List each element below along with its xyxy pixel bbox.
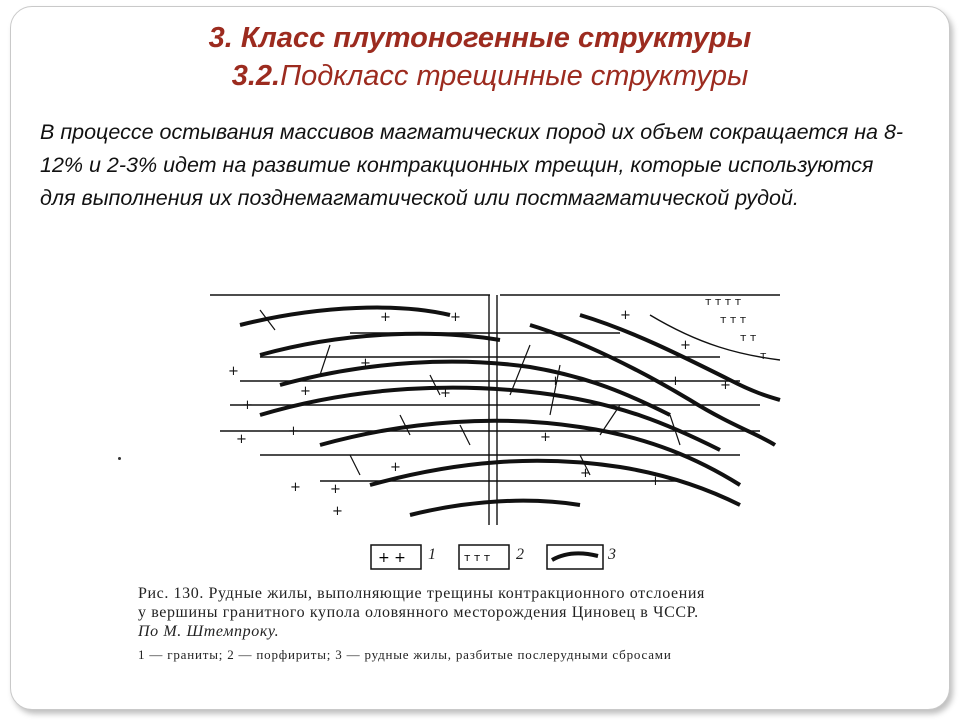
slide-title: 3. Класс плутоногенные структуры [208, 22, 752, 54]
caption-line-1: Рис. 130. Рудные жилы, выполняющие трещины контракционного отслоения [138, 585, 705, 602]
svg-text:+ +: + + [378, 550, 406, 566]
svg-text:+: + [288, 424, 299, 439]
legend-item-porphyrite [458, 544, 524, 570]
svg-text:+: + [450, 310, 461, 325]
svg-text:+: + [380, 310, 391, 325]
figure-caption [138, 584, 878, 664]
ore-veins-figure [200, 285, 790, 530]
svg-text:+: + [540, 430, 551, 445]
svg-text:+: + [290, 480, 301, 495]
svg-text:т т т: т т т [720, 313, 747, 326]
svg-text:+: + [550, 374, 561, 389]
svg-text:т т т т: т т т т [705, 295, 742, 308]
legend-item-veins [546, 544, 616, 570]
svg-text:+: + [390, 460, 401, 475]
svg-text:+: + [440, 386, 451, 401]
subtitle-number: 3.2. [231, 60, 281, 92]
stray-dot [118, 457, 121, 460]
svg-text:+: + [330, 482, 341, 497]
svg-text:+: + [650, 474, 661, 489]
subtitle-text: Подкласс трещинные структуры [280, 60, 749, 92]
figure-legend [370, 544, 640, 572]
svg-text:+: + [580, 466, 591, 481]
legend-number-2: 2 [516, 546, 524, 563]
caption-legend: 1 — граниты; 2 — порфириты; 3 — рудные жилы, разбитые послерудными сбросами [138, 647, 672, 662]
svg-text:т: т [760, 349, 767, 362]
svg-text:+: + [236, 432, 247, 447]
slide-subtitle [10, 60, 960, 93]
caption-line-2: у вершины гранитного купола оловянного месторождения Циновец в ЧССР. [138, 604, 699, 621]
svg-text:+: + [620, 308, 631, 323]
svg-text:т т т: т т т [464, 551, 491, 564]
caption-author: По М. Штемпроку. [138, 623, 280, 640]
svg-text:+: + [228, 364, 239, 379]
svg-text:+: + [300, 384, 311, 399]
porphyrite-swatch [458, 544, 510, 570]
legend-number-1: 1 [428, 546, 436, 563]
svg-text:+: + [242, 398, 253, 413]
legend-item-granite [370, 544, 436, 570]
body-paragraph: В процессе остывания массивов магматических пород их объем сокращается на 8-12% и 2-3% идет на развитие контракционных трещин, которые используются для выполнения их позднемагматической или постмагматической рудой. [40, 120, 904, 210]
vein-swatch [546, 544, 604, 570]
svg-text:т т: т т [740, 331, 757, 344]
svg-text:+: + [680, 338, 691, 353]
svg-text:+: + [332, 504, 343, 519]
svg-text:+: + [360, 356, 371, 371]
granite-swatch [370, 544, 422, 570]
svg-text:+: + [670, 374, 681, 389]
legend-number-3: 3 [608, 546, 616, 563]
svg-text:+: + [720, 378, 731, 393]
